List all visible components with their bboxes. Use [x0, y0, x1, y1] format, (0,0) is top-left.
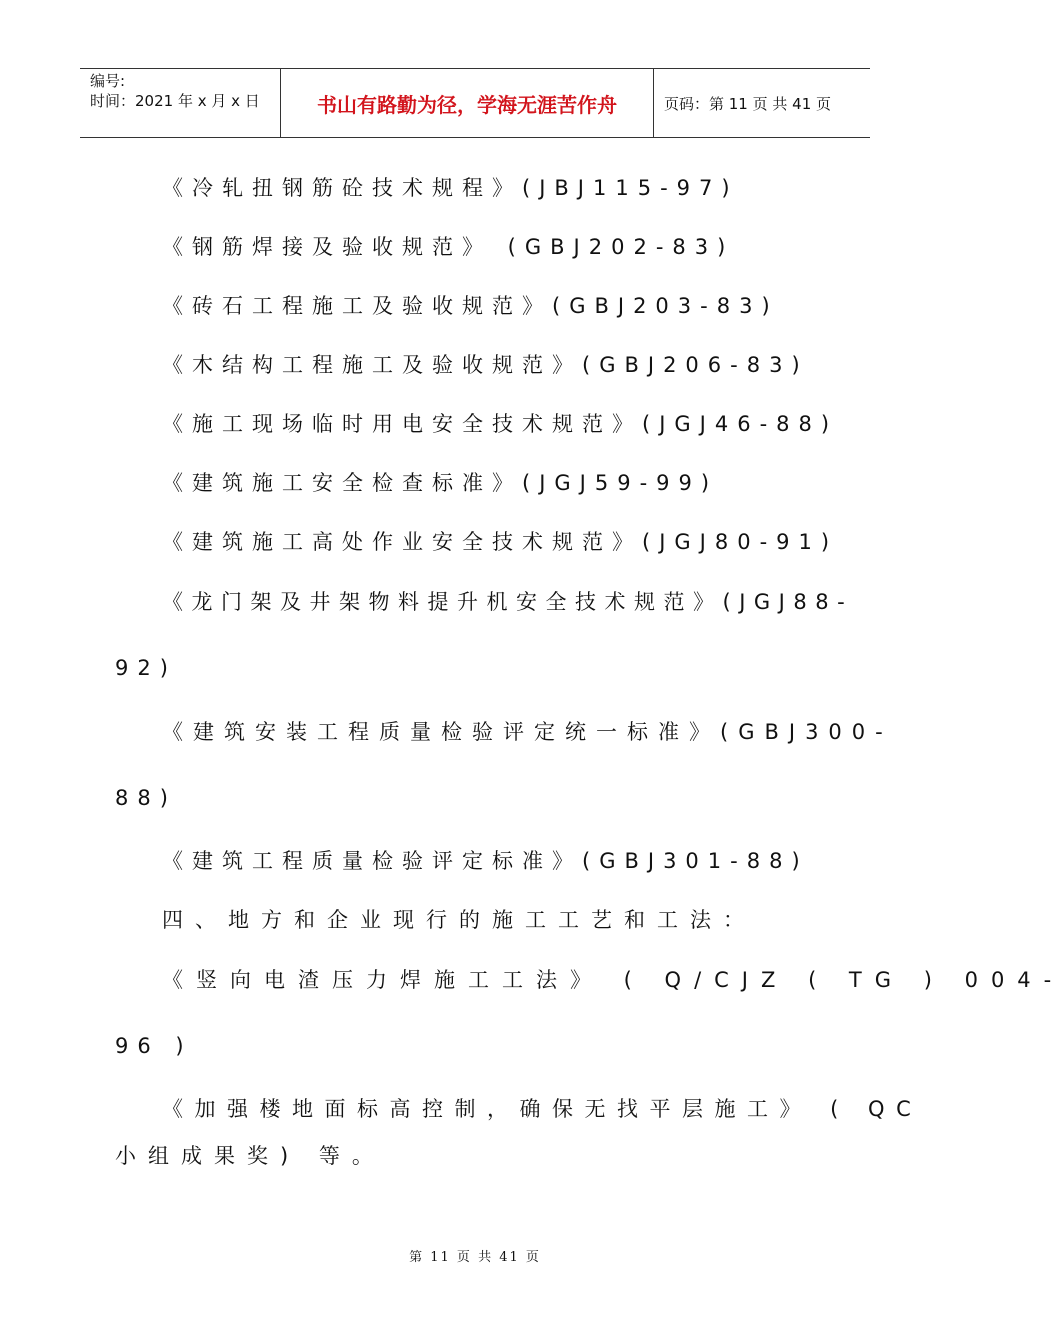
- body-line-6: 《建筑施工安全检查标准》(JGJ59-99): [162, 471, 719, 495]
- body-line-3: 《砖石工程施工及验收规范》(GBJ203-83): [162, 294, 779, 318]
- header-motto: 书山有路勤为径，学海无涯苦作舟: [281, 69, 654, 137]
- body-line-12: 《建筑工程质量检验评定标准》(GBJ301-88): [162, 849, 809, 873]
- body-line-15: 96 ): [115, 1034, 193, 1058]
- body-line-16: 《加强楼地面标高控制，确保无找平层施工》 ( QC: [162, 1097, 923, 1121]
- page-footer: 第 11 页 共 41 页: [409, 1250, 541, 1265]
- page-header: [80, 68, 870, 138]
- header-page-label: 页码：第 11 页 共 41 页: [664, 94, 832, 113]
- body-line-14: 《竖向电渣压力焊施工工法》 ( Q/CJZ ( TG ) 004-: [162, 968, 1064, 992]
- body-line-2: 《钢筋焊接及验收规范》 (GBJ202-83): [162, 235, 735, 259]
- body-line-13: 四、地方和企业现行的施工工艺和工法：: [162, 908, 756, 932]
- body-line-11: 88): [115, 786, 177, 810]
- body-line-17: 小组成果奖) 等。: [115, 1144, 385, 1168]
- body-line-10: 《建筑安装工程质量检验评定统一标准》(GBJ300-: [162, 720, 893, 744]
- time-label: 时间：2021 年 x 月 x 日: [90, 92, 260, 110]
- body-line-9: 92): [115, 656, 177, 680]
- body-line-8: 《龙门架及井架物料提升机安全技术规范》(JGJ88-: [162, 590, 854, 614]
- number-label: 编号:: [90, 72, 126, 90]
- body-line-4: 《木结构工程施工及验收规范》(GBJ206-83): [162, 353, 809, 377]
- body-line-7: 《建筑施工高处作业安全技术规范》(JGJ80-91): [162, 530, 839, 554]
- body-line-1: 《冷轧扭钢筋砼技术规程》(JBJ115-97): [162, 176, 739, 200]
- body-line-5: 《施工现场临时用电安全技术规范》(JGJ46-88): [162, 412, 839, 436]
- header-meta: [80, 69, 281, 137]
